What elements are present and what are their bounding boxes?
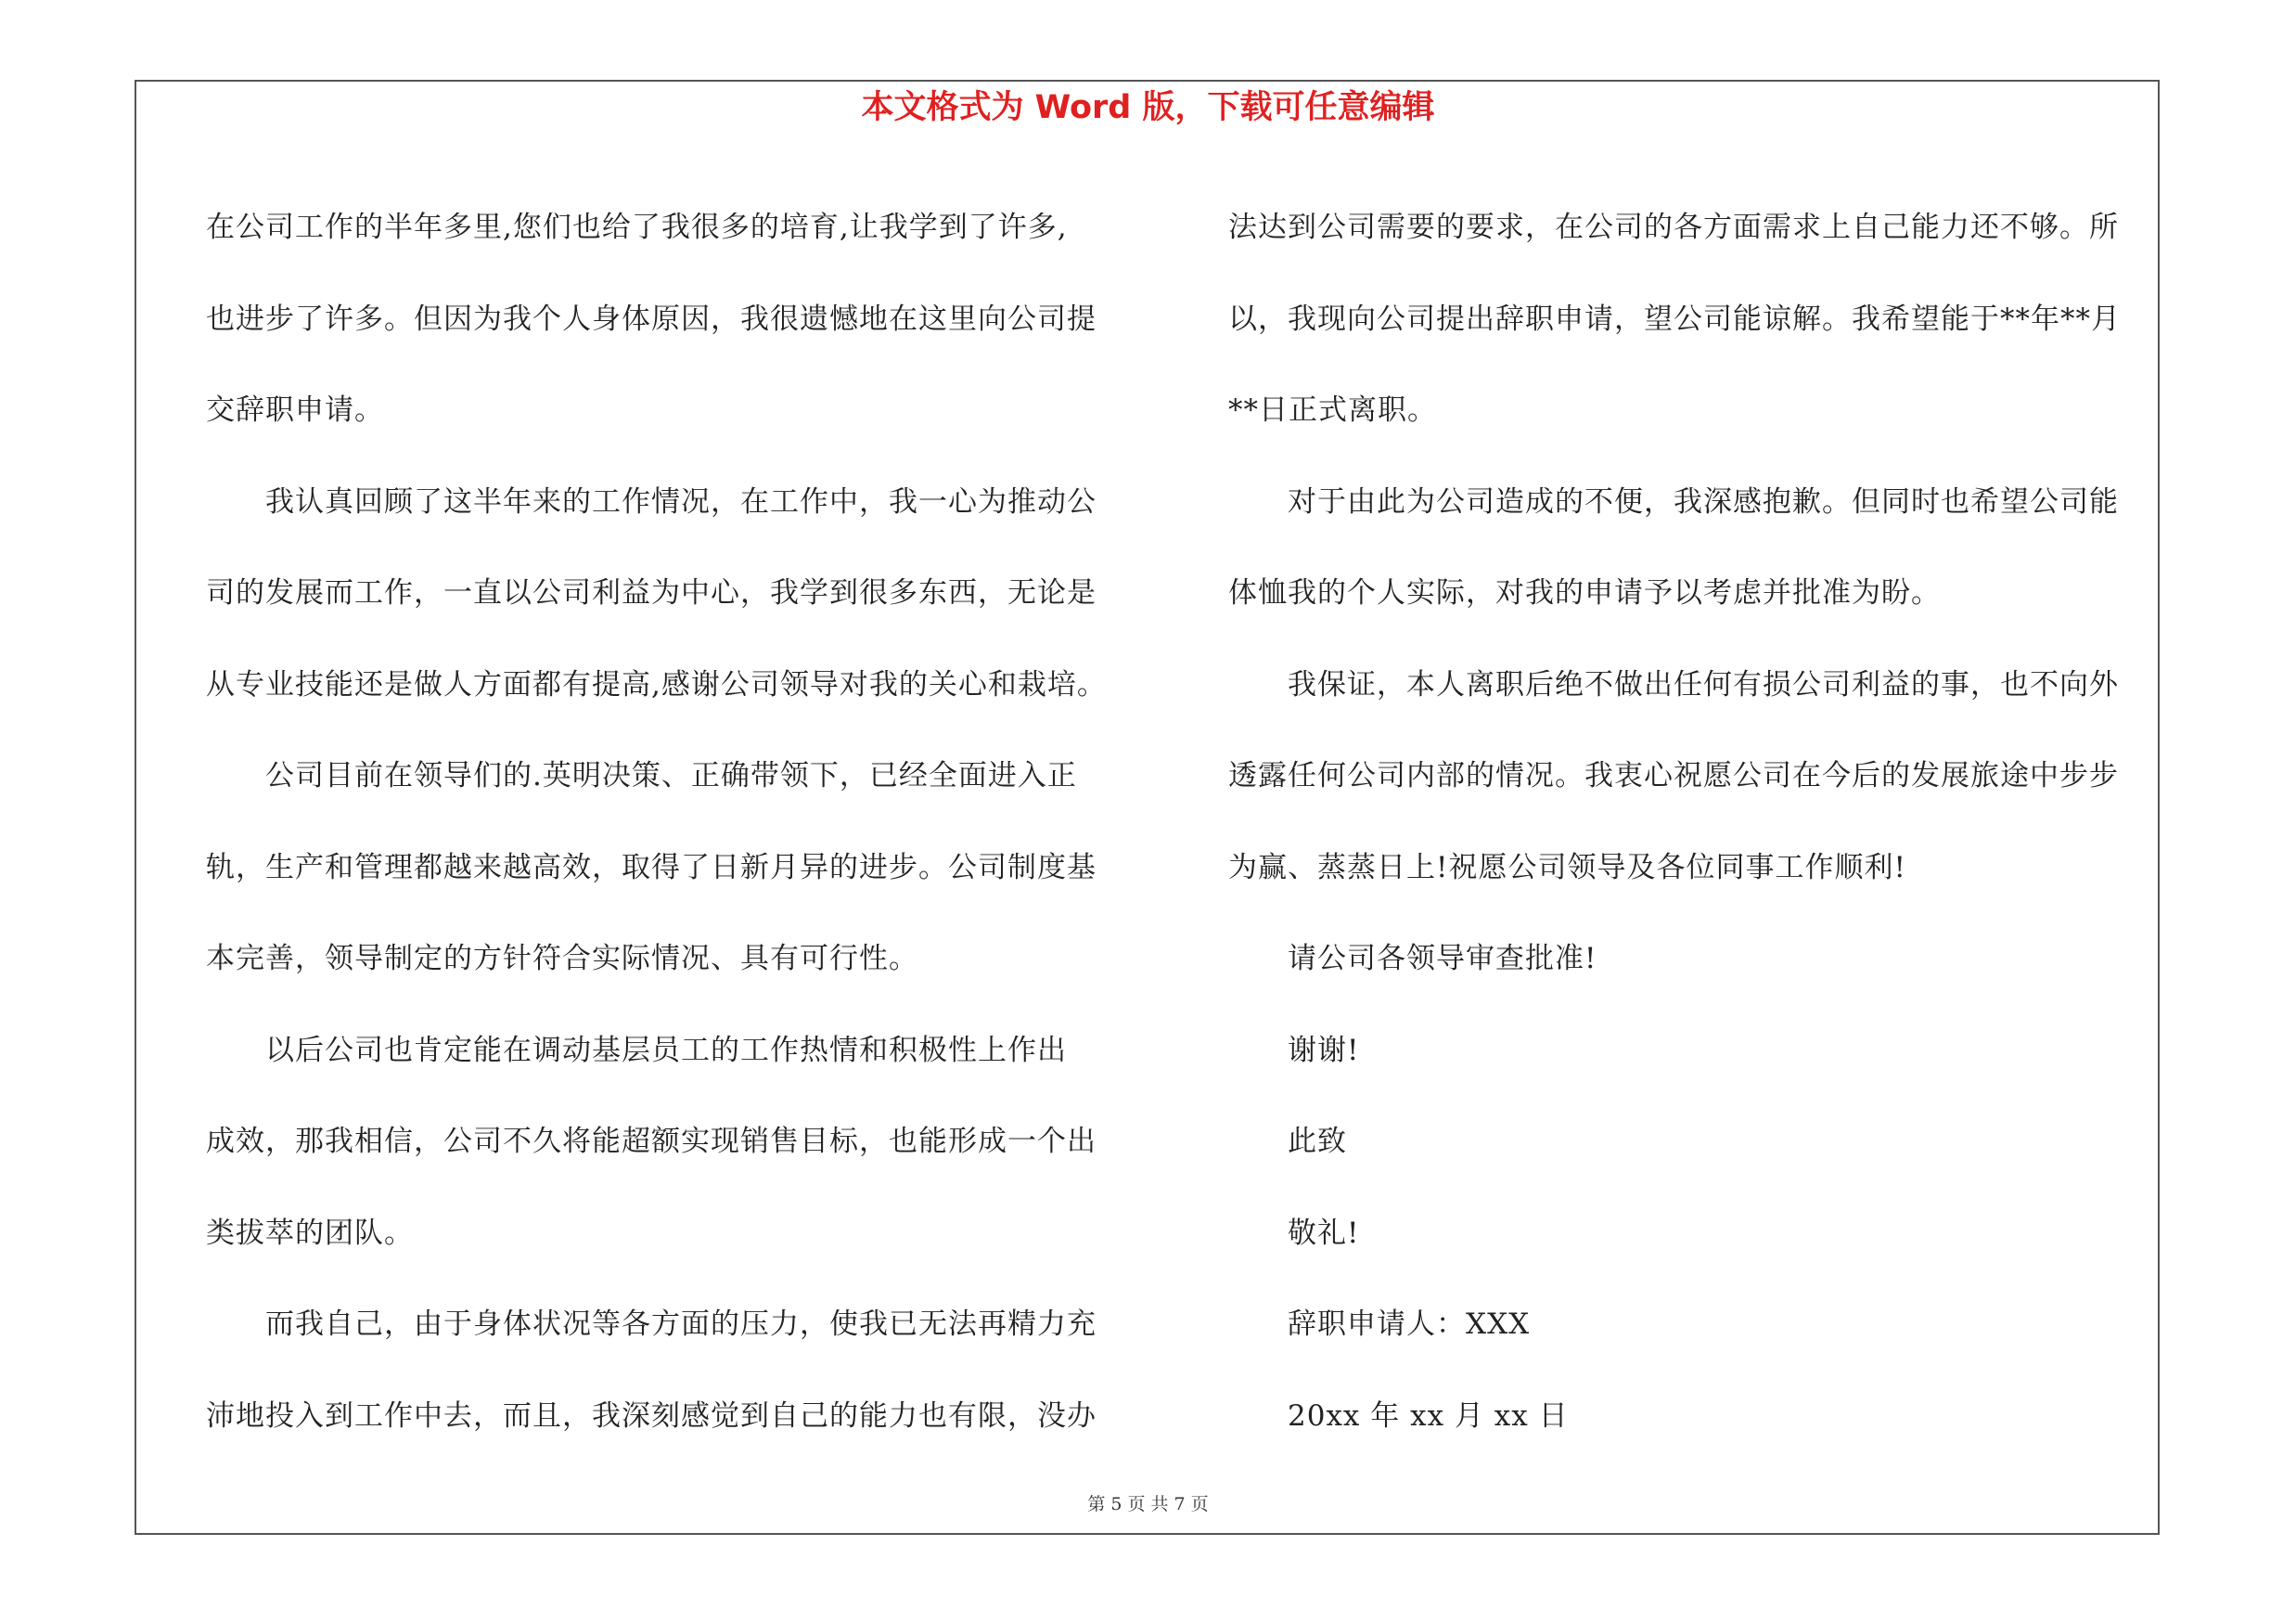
closing-thanks: 谢谢! bbox=[1288, 1033, 1360, 1067]
left-column bbox=[206, 182, 1134, 1462]
page-number-total: 7 bbox=[1174, 1494, 1186, 1514]
right-column bbox=[1228, 182, 2161, 1462]
text-line: 公司目前在领导们的.英明决策、正确带领下，已经全面进入正 bbox=[265, 759, 1077, 792]
text-line: 本完善，领导制定的方针符合实际情况、具有可行性。 bbox=[206, 942, 918, 975]
text-line: 沛地投入到工作中去，而且，我深刻感觉到自己的能力也有限，没办 bbox=[206, 1398, 1097, 1433]
page-number-total-word: 共 bbox=[1150, 1494, 1169, 1514]
text-line: **日正式离职。 bbox=[1228, 393, 1437, 427]
page-number-prefix: 第 bbox=[1087, 1494, 1106, 1514]
text-line: 也进步了许多。但因为我个人身体原因，我很遗憾地在这里向公司提 bbox=[206, 302, 1097, 336]
text-line: 对于由此为公司造成的不便，我深感抱歉。但同时也希望公司能 bbox=[1288, 484, 2119, 519]
text-line: 成效，那我相信，公司不久将能超额实现销售目标，也能形成一个出 bbox=[206, 1125, 1097, 1158]
text-line: 以，我现向公司提出辞职申请，望公司能谅解。我希望能于**年**月 bbox=[1228, 302, 2121, 336]
text-line: 司的发展而工作，一直以公司利益为中心，我学到很多东西，无论是 bbox=[206, 576, 1097, 610]
text-line: 体恤我的个人实际，对我的申请予以考虑并批准为盼。 bbox=[1228, 576, 1941, 610]
signature-date: 20xx 年 xx 月 xx 日 bbox=[1288, 1398, 1569, 1433]
closing-request: 请公司各领导审查批准! bbox=[1288, 942, 1597, 975]
text-line: 以后公司也肯定能在调动基层员工的工作热情和积极性上作出 bbox=[265, 1033, 1067, 1067]
page-number bbox=[0, 1490, 2296, 1518]
text-line: 法达到公司需要的要求，在公司的各方面需求上自己能力还不够。所 bbox=[1228, 211, 2119, 244]
text-line: 轨，生产和管理都越来越高效，取得了日新月异的进步。公司制度基 bbox=[206, 850, 1097, 884]
text-line: 我保证，本人离职后绝不做出任何有损公司利益的事，也不向外 bbox=[1288, 667, 2119, 702]
salutation-regards: 敬礼! bbox=[1288, 1216, 1360, 1250]
page-number-page-word: 页 bbox=[1127, 1494, 1146, 1514]
signature-applicant: 辞职申请人：XXX bbox=[1288, 1307, 1531, 1341]
text-line: 类拔萃的团队。 bbox=[206, 1216, 414, 1250]
text-line: 在公司工作的半年多里,您们也给了我很多的培育,让我学到了许多, bbox=[206, 211, 1068, 244]
text-line: 而我自己，由于身体状况等各方面的压力，使我已无法再精力充 bbox=[265, 1307, 1097, 1341]
text-line: 透露任何公司内部的情况。我衷心祝愿公司在今后的发展旅途中步步 bbox=[1228, 759, 2119, 792]
text-line: 从专业技能还是做人方面都有提高,感谢公司领导对我的关心和栽培。 bbox=[206, 667, 1107, 702]
text-line: 交辞职申请。 bbox=[206, 393, 384, 427]
page-number-suffix: 页 bbox=[1190, 1494, 1209, 1514]
text-line: 我认真回顾了这半年来的工作情况，在工作中，我一心为推动公 bbox=[265, 484, 1097, 519]
document-banner: 本文格式为 Word 版，下载可任意编辑 bbox=[861, 89, 1435, 126]
salutation: 此致 bbox=[1288, 1125, 1347, 1158]
page-number-current: 5 bbox=[1110, 1494, 1122, 1514]
text-line: 为赢、蒸蒸日上!祝愿公司领导及各位同事工作顺利! bbox=[1228, 850, 1906, 884]
